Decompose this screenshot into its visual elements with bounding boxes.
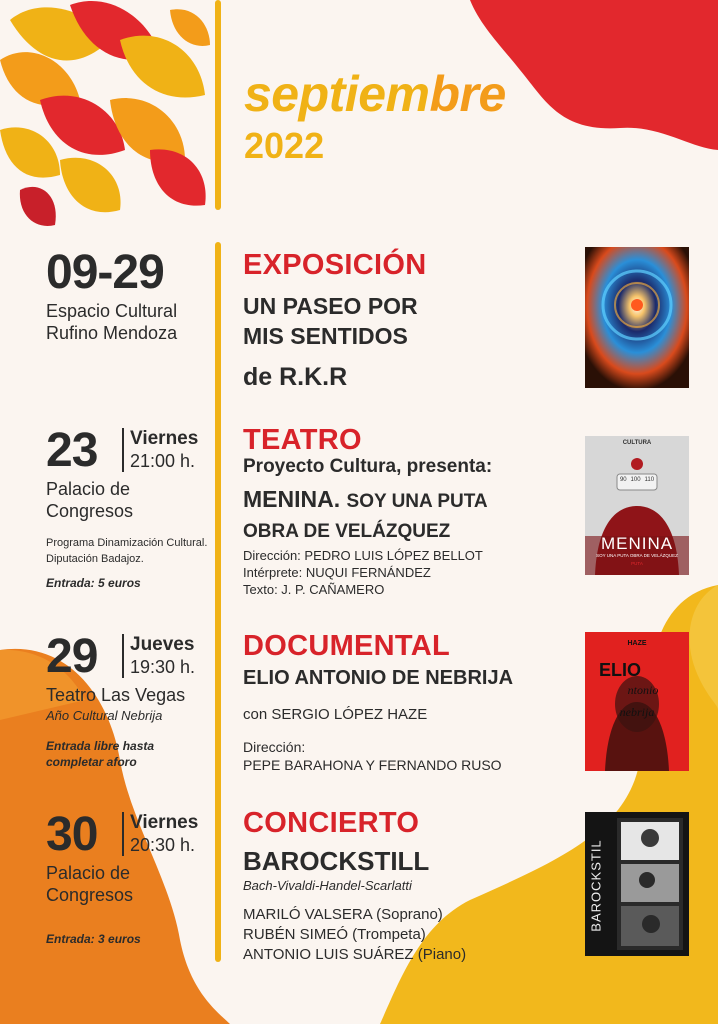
event4-daytime: Viernes 20:30 h.	[122, 812, 198, 856]
event3-date: 29	[46, 630, 98, 683]
event2-title: MENINA. SOY UNA PUTA OBRA DE VELÁZQUEZ	[243, 486, 488, 542]
event3-daytime: Jueves 19:30 h.	[122, 634, 195, 678]
event2-poster-top: CULTURA	[622, 440, 652, 446]
event4-entry: Entrada: 3 euros	[46, 932, 141, 946]
event3-with: con SERGIO LÓPEZ HAZE	[243, 706, 428, 723]
event2-credits: Dirección: PEDRO LUIS LÓPEZ BELLOT Intérprete: NUQUI FERNÁNDEZ Texto: J. P. CAÑAMERO	[243, 548, 483, 597]
autumn-leaves	[0, 1, 210, 226]
svg-text:nebrija: nebrija	[619, 705, 655, 719]
event2-poster-name: MENINA	[600, 534, 674, 553]
event2-poster-tag: SOY UNA PUTA OBRA DE VELÁZQUEZ	[596, 553, 678, 558]
event3-title: ELIO ANTONIO DE NEBRIJA	[243, 667, 514, 689]
divider-top	[215, 0, 221, 210]
divider-main	[215, 242, 221, 962]
event4-title: BAROCKSTILL	[243, 846, 430, 876]
event1-date: 09-29	[46, 246, 164, 299]
event2-poster	[585, 436, 689, 575]
event2-daytime: Viernes 21:00 h.	[122, 428, 198, 472]
event3-note: Año Cultural Nebrija	[46, 708, 163, 723]
event2-date: 23	[46, 424, 98, 477]
event3-poster-top: HAZE	[627, 640, 647, 647]
svg-text:ntonio: ntonio	[627, 683, 659, 697]
event4-performers: MARILÓ VALSERA (Soprano) RUBÉN SIMEÓ (Trompeta) ANTONIO LUIS SUÁREZ (Piano)	[243, 906, 467, 963]
month-title: septiembre	[244, 66, 506, 122]
event3-venue: Teatro Las Vegas	[46, 685, 186, 705]
event3-poster	[585, 632, 689, 771]
event4-composers: Bach-Vivaldi-Handel-Scarlatti	[243, 878, 412, 893]
event3-poster-name: ELIO	[599, 660, 642, 680]
event2-poster-mid: PUTA	[631, 561, 643, 566]
event4-date: 30	[46, 808, 98, 861]
event4-poster	[585, 812, 689, 956]
event1-author: de R.K.R	[243, 363, 348, 391]
event1-venue: Espacio Cultural Rufino Mendoza	[46, 301, 178, 343]
event2-presenter: Proyecto Cultura, presenta:	[243, 456, 493, 477]
event3-entry: Entrada libre hasta completar aforo	[46, 739, 155, 769]
event2-category: TEATRO	[243, 424, 362, 456]
event2-entry: Entrada: 5 euros	[46, 576, 141, 590]
year-title: 2022	[244, 125, 325, 166]
event1-poster	[585, 247, 689, 388]
event1-category: EXPOSICIÓN	[243, 249, 427, 281]
event3-category: DOCUMENTAL	[243, 630, 451, 662]
event3-direction: Dirección: PEPE BARAHONA Y FERNANDO RUSO	[243, 739, 502, 773]
event1-title: UN PASEO POR MIS SENTIDOS	[243, 293, 418, 349]
event2-program: Programa Dinamización Cultural. Diputación Badajoz.	[46, 537, 208, 565]
event2-poster-scale: 90 100 110	[619, 477, 655, 483]
event2-venue: Palacio de Congresos	[46, 479, 134, 521]
event4-category: CONCIERTO	[243, 807, 420, 839]
event4-poster-name: BAROCKSTIL	[588, 839, 604, 932]
event4-venue: Palacio de Congresos	[46, 863, 134, 905]
